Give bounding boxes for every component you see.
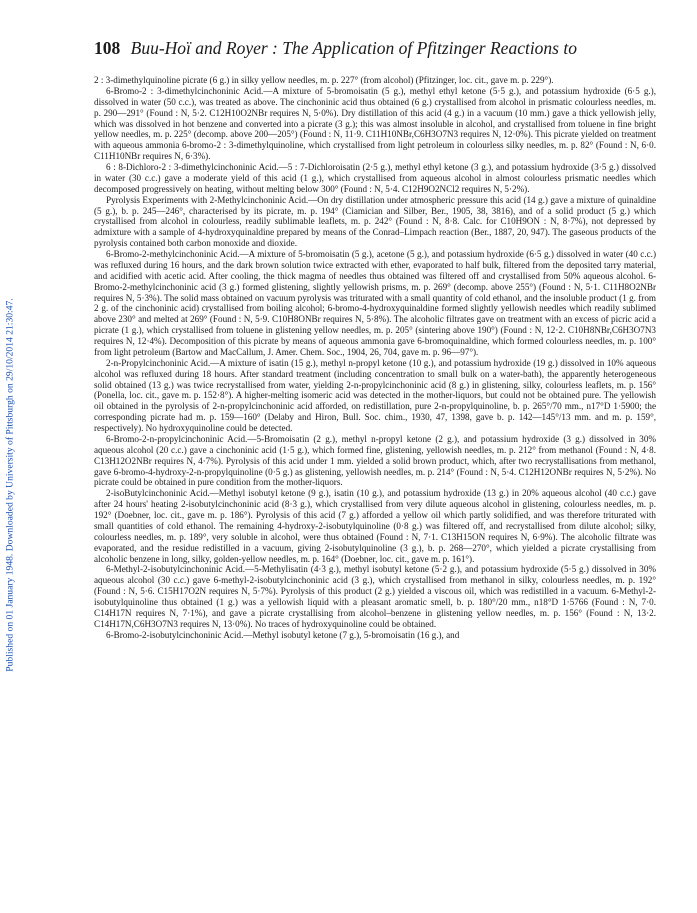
paragraph: 6 : 8-Dichloro-2 : 3-dimethylcinchoninic Acid.—5 : 7-Dichloroisatin (2·5 g.), methyl ethyl ketone (3 g.), and potassium hydroxide (3·5 g.) dissolved in water (30 c.c.) gave a moderate yield of this acid (1 g.), which crystallised from aqueous alcohol in almost colourless prismatic needles which decomposed progressively on heating, without melting below 300° (Found : N, 5·4. C12H9O2NCl2 requires N, 5·2%). (94, 162, 656, 194)
paragraph: 2-isoButylcinchoninic Acid.—Methyl isobutyl ketone (9 g.), isatin (10 g.), and potassium hydroxide (13 g.) in 20% aqueous alcohol (40 c.c.) gave after 24 hours' heating 2-isobutylcinchoninic acid (8·3 g.), which crystallised from very dilute aqueous alcohol in glistening, colourless needles, m. p. 192° (Doebner, loc. cit., gave m. p. 186°). Pyrolysis of this acid (7 g.) afforded a yellow oil which partly solidified, and was therefore triturated with small quantities of cold ethanol. The remaining 4-hydroxy-2-isobutylquinoline (0·8 g.) was filtered off, and recrystallised from dilute alcohol; silky, colourless needles, m. p. 189°, very soluble in alcohol, were thus obtained (Found : N, 7·1. C13H15ON requires N, 6·9%). The alcoholic filtrate was evaporated, and the residue redistilled in a vacuum, giving 2-isobutylquinoline (3 g.), b. p. 268—270°, which yielded a picrate crystallising from alcoholic benzene in long, silky, golden-yellow needles, m. p. 164° (Doebner, loc. cit., gave m. p. 161°). (94, 488, 656, 564)
running-title: Buu-Hoï and Royer : The Application of Pfitzinger Reactions to (130, 38, 577, 58)
paragraph: 6-Bromo-2-methylcinchoninic Acid.—A mixture of 5-bromoisatin (5 g.), acetone (5 g.), and potassium hydroxide (6·5 g.) dissolved in water (40 c.c.) was refluxed during 16 hours, and the dark brown solution twice extracted with ether, evaporated to half bulk, filtered from the deposited tarry material, and acidified with acetic acid. After cooling, the thick magma of needles thus obtained was filtered off and crystallised from 50% aqueous alcohol. 6-Bromo-2-methylcinchoninic acid (3 g.) formed glistening, slightly yellowish prisms, m. p. 269° (decomp. above 255°) (Found : N, 5·1. C11H8O2NBr requires N, 5·3%). The solid mass obtained on vacuum pyrolysis was triturated with a small quantity of cold ethanol, and the insoluble product (1 g. from 2 g. of the cinchoninic acid) crystallised from boiling alcohol; 6-bromo-4-hydroxyquinaldine formed slightly yellowish needles which readily sublimed above 230° and melted at 269° (Found : N, 5·9. C10H8ONBr requires N, 5·8%). The alcoholic filtrates gave on treatment with an excess of picric acid a picrate (1 g.), which crystallised from toluene in glistening yellow needles, m. p. 205° (sintering above 190°) (Found : N, 12·2. C10H8NBr,C6H3O7N3 requires N, 12·4%). Decomposition of this picrate by means of aqueous ammonia gave 6-bromoquinaldine, which formed colourless needles, m. p. 100° from light petroleum (Bartow and MacCallum, J. Amer. Chem. Soc., 1904, 26, 704, gave m. p. 96—97°). (94, 249, 656, 357)
paragraph: 6-Bromo-2-n-propylcinchoninic Acid.—5-Bromoisatin (2 g.), methyl n-propyl ketone (2 g.), and potassium hydroxide (3 g.) dissolved in 30% aqueous alcohol (20 c.c.) gave a cinchoninic acid (1·5 g.), which formed fine, glistening, yellowish needles, m. p. 212° from methanol (Found : N, 4·8. C13H12O2NBr requires N, 4·7%). Pyrolysis of this acid under 1 mm. yielded a solid brown product, which, after two recrystallisations from methanol, gave 6-bromo-4-hydroxy-2-n-propylquinoline (0·5 g.) as glistening, yellowish needles, m. p. 214° (Found : N, 5·4. C12H12ONBr requires N, 5·2%). No picrate could be obtained in pure condition from the mother-liquors. (94, 433, 656, 488)
paragraph: 2-n-Propylcinchoninic Acid.—A mixture of isatin (15 g.), methyl n-propyl ketone (10 g.), and potassium hydroxide (19 g.) dissolved in 10% aqueous alcohol was refluxed during 18 hours. After standard treatment (including concentration to small bulk on a water-bath), the apparently heterogeneous solid obtained (13 g.) was twice recrystallised from water, yielding 2-n-propylcinchoninic acid (8 g.) in glistening, silky, colourless leaflets, m. p. 156° (Ponella, loc. cit., gave m. p. 152·8°). A higher-melting isomeric acid was detected in the mother-liquors, but could not be obtained pure. The yellowish oil obtained in the pyrolysis of 2-n-propylcinchoninic acid afforded, on redistillation, pure 2-n-propylquinoline, b. p. 265°/70 mm., n17°D 1·5900; the corresponding picrate had m. p. 159—160° (Delaby and Hiron, Bull. Soc. chim., 1930, 47, 1398, gave b. p. 142—145°/13 mm. and m. p. 159°, respectively). No hydroxyquinoline could be detected. (94, 357, 656, 433)
page-number: 108 (94, 38, 121, 58)
paragraph: 6-Bromo-2 : 3-dimethylcinchoninic Acid.—A mixture of 5-bromoisatin (5 g.), methyl ethyl ketone (5·5 g.), and potassium hydroxide (6·5 g.), dissolved in water (50 c.c.), was treated as above. The cinchoninic acid thus obtained (6 g.) crystallised from alcohol in prismatic colourless needles, m. p. 290—291° (Found : N, 5·2. C12H10O2NBr requires N, 5·0%). Dry distillation of this acid (4 g.) in a vacuum (10 mm.) gave a thick yellowish jelly, which was dissolved in hot benzene and converted into a picrate (3 g.); this was almost insoluble in alcohol, and crystallised from toluene in fine bright yellow needles, m. p. 225° (decomp. above 200—205°) (Found : N, 11·9. C11H10NBr,C6H3O7N3 requires N, 12·0%). This picrate yielded on treatment with aqueous ammonia 6-bromo-2 : 3-dimethylquinoline, which crystallised from light petroleum in colourless silky needles, m. p. 82° (Found : N, 6·0. C11H10NBr requires N, 6·3%). (94, 85, 656, 162)
page-header (94, 38, 654, 62)
article-body (94, 75, 656, 907)
side-download-note (2, 140, 18, 830)
paragraph: 2 : 3-dimethylquinoline picrate (6 g.) in silky yellow needles, m. p. 227° (from alcohol) (Pfitzinger, loc. cit., gave m. p. 229°). (94, 75, 554, 85)
paragraph: Pyrolysis Experiments with 2-Methylcinchoninic Acid.—On dry distillation under atmospheric pressure this acid (14 g.) gave a mixture of quinaldine (5 g.), b. p. 245—246°, characterised by its picrate, m. p. 194° (Ciamician and Silber, Ber., 1905, 38, 3816), and of a solid product (5 g.) which crystallised from alcohol in colourless, readily sublimable leaflets, m. p. 242° (Found : N, 8·8. Calc. for C10H9ON : N, 8·7%), not depressed by admixture with a sample of 4-hydroxyquinaldine prepared by means of the Conrad–Limpach reaction (Ber., 1887, 20, 947). The gaseous products of the pyrolysis contained both carbon monoxide and dioxide. (94, 194, 656, 249)
side-download-note-text: Published on 01 January 1948. Downloaded by University of Pittsburgh on 29/10/2014 21:30:47. (4, 298, 16, 672)
paragraph: 6-Methyl-2-isobutylcinchoninic Acid.—5-Methylisatin (4·3 g.), methyl isobutyl ketone (5·2 g.), and potassium hydroxide (5·5 g.) dissolved in 30% aqueous alcohol (30 c.c.) gave 6-methyl-2-isobutylcinchoninic acid (3 g.), which crystallised from methanol in silky, colourless needles, m. p. 192° (Found : N, 5·6. C15H17O2N requires N, 5·7%). Pyrolysis of this product (2 g.) yielded a viscous oil, which was redistilled in a vacuum. 6-Methyl-2-isobutylquinoline thus obtained (1 g.) was a yellowish liquid with a pleasant aromatic smell, b. p. 180°/20 mm., n18°D 1·5766 (Found : N, 7·0. C14H17N requires N, 7·1%), and gave a picrate crystallising from alcohol–benzene in glistening yellow needles, m. p. 156° (Found : N, 13·2. C14H17N,C6H3O7N3 requires N, 13·0%). No traces of hydroxyquinoline could be obtained. (94, 564, 656, 629)
paragraph: 6-Bromo-2-isobutylcinchoninic Acid.—Methyl isobutyl ketone (7 g.), 5-bromoisatin (16 g.), and (106, 629, 460, 640)
